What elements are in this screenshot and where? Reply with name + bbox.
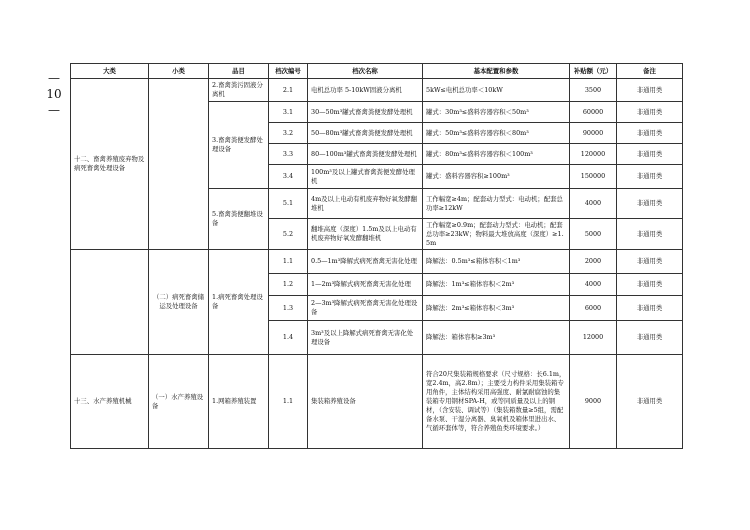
params-cell: 工作幅宽≥4m；配套动力型式：电动机；配套总功率≥12kW [423, 189, 570, 219]
table-row [71, 79, 683, 102]
subsidy-cell: 120000 [570, 144, 617, 165]
grade-name-cell: 2—3m³降解式病死畜禽无害化处理设备 [308, 296, 423, 321]
grade-code-cell: 1.2 [269, 274, 308, 296]
grade-name-cell: 50—80m³罐式畜禽粪便发酵处理机 [308, 123, 423, 144]
header-subsidy: 补贴额（元） [570, 64, 617, 79]
page-number-dash-top: — [48, 71, 60, 85]
subsidy-cell: 4000 [570, 189, 617, 219]
subsidy-cell: 2000 [570, 250, 617, 274]
item-cell: 2.畜禽粪污固液分离机 [209, 79, 269, 102]
grade-code-cell: 3.2 [269, 123, 308, 144]
note-cell: 非通用类 [617, 274, 683, 296]
grade-code-cell: 1.3 [269, 296, 308, 321]
header-grade-code: 档次编号 [269, 64, 308, 79]
subsidy-table [70, 63, 683, 449]
subcategory-cell: （一）水产养殖设备 [149, 355, 209, 449]
category-cell-empty [71, 250, 149, 355]
page-number-value: 10 [46, 87, 62, 101]
params-cell: 降解法：2m³≤箱体容积＜3m³ [423, 296, 570, 321]
category-cell: 十二、畜禽养殖废弃物及病死畜禽处理设备 [71, 79, 149, 250]
params-cell: 降解法：1m³≤箱体容积＜2m³ [423, 274, 570, 296]
category-cell: 十三、水产养殖机械 [71, 355, 149, 449]
params-cell: 降解法：0.5m³≤箱体容积＜1m³ [423, 250, 570, 274]
subsidy-cell: 5000 [570, 219, 617, 250]
params-cell: 罐式：50m³≤盛料容器容积＜80m³ [423, 123, 570, 144]
subsidy-cell: 12000 [570, 321, 617, 355]
table-row [71, 355, 683, 449]
note-cell: 非通用类 [617, 102, 683, 123]
item-cell: 1.病死畜禽处理设备 [209, 250, 269, 355]
params-cell: 符合20尺集装箱规格要求（尺寸规格：长6.1m，宽2.4m，高2.8m）；主要受力构件采用集装箱专用角件，主体结构采用高强度、耐氯耐腐蚀的集装箱专用钢材SPA-H，或等同质量及以上的钢材，（含安装、调试等）（集装箱数量≥5组，需配备水泵、干湿分离器、臭氧机及箱体里进出水、气循环套体等，符合养殖鱼类环境要求。） [423, 355, 570, 449]
table-header-row [71, 64, 683, 79]
params-cell: 罐式：80m³≤盛料容器容积＜100m³ [423, 144, 570, 165]
subsidy-cell: 150000 [570, 165, 617, 189]
grade-name-cell: 翻堆高度（深度）1.5m及以上电动有机废弃物好氧发酵翻堆机 [308, 219, 423, 250]
note-cell: 非通用类 [617, 79, 683, 102]
subsidy-cell: 6000 [570, 296, 617, 321]
grade-name-cell: 集装箱养殖设备 [308, 355, 423, 449]
note-cell: 非通用类 [617, 189, 683, 219]
header-category: 大类 [71, 64, 149, 79]
grade-code-cell: 2.1 [269, 79, 308, 102]
note-cell: 非通用类 [617, 321, 683, 355]
params-cell: 5kW≤电机总功率＜10kW [423, 79, 570, 102]
note-cell: 非通用类 [617, 165, 683, 189]
grade-name-cell: 100m³及以上罐式畜禽粪便发酵处理机 [308, 165, 423, 189]
subcategory-cell-empty [149, 79, 209, 250]
grade-code-cell: 3.1 [269, 102, 308, 123]
params-cell: 罐式：30m³≤盛料容器容积＜50m³ [423, 102, 570, 123]
note-cell: 非通用类 [617, 250, 683, 274]
subsidy-cell: 3500 [570, 79, 617, 102]
header-note: 备注 [617, 64, 683, 79]
subsidy-cell: 4000 [570, 274, 617, 296]
params-cell: 工作幅宽≥0.9m；配套动力型式：电动机；配套总功率≥23kW；物料最大堆放高度（深度）≥1.5m [423, 219, 570, 250]
grade-name-cell: 80—100m³罐式畜禽粪便发酵处理机 [308, 144, 423, 165]
page-number-dash-bottom: — [48, 103, 60, 117]
header-subcategory: 小类 [149, 64, 209, 79]
subsidy-cell: 90000 [570, 123, 617, 144]
item-cell: 3.畜禽粪便发酵处理设备 [209, 102, 269, 189]
subcategory-cell: （二）病死畜禽储运及处理设备 [149, 250, 209, 355]
item-cell: 1.网箱养殖装置 [209, 355, 269, 449]
header-params: 基本配置和参数 [423, 64, 570, 79]
params-cell: 罐式：盛料容器容积≥100m³ [423, 165, 570, 189]
grade-code-cell: 3.4 [269, 165, 308, 189]
grade-name-cell: 电机总功率 5-10kW固液分离机 [308, 79, 423, 102]
grade-name-cell: 3m³及以上降解式病死畜禽无害化处理设备 [308, 321, 423, 355]
grade-name-cell: 1—2m³降解式病死畜禽无害化处理 [308, 274, 423, 296]
grade-code-cell: 3.3 [269, 144, 308, 165]
table-row [71, 250, 683, 274]
grade-code-cell: 1.1 [269, 355, 308, 449]
note-cell: 非通用类 [617, 123, 683, 144]
grade-code-cell: 1.4 [269, 321, 308, 355]
header-item: 品目 [209, 64, 269, 79]
header-grade-name: 档次名称 [308, 64, 423, 79]
item-cell: 5.畜禽粪便翻堆设备 [209, 189, 269, 250]
subsidy-cell: 60000 [570, 102, 617, 123]
note-cell: 非通用类 [617, 355, 683, 449]
note-cell: 非通用类 [617, 144, 683, 165]
grade-code-cell: 5.2 [269, 219, 308, 250]
page-number [44, 72, 64, 116]
grade-name-cell: 0.5—1m³降解式病死畜禽无害化处理 [308, 250, 423, 274]
params-cell: 降解法：箱体容积≥3m³ [423, 321, 570, 355]
grade-code-cell: 5.1 [269, 189, 308, 219]
grade-name-cell: 4m及以上电动有机废弃物好氧发酵翻堆机 [308, 189, 423, 219]
subsidy-cell: 9000 [570, 355, 617, 449]
grade-code-cell: 1.1 [269, 250, 308, 274]
note-cell: 非通用类 [617, 219, 683, 250]
grade-name-cell: 30—50m³罐式畜禽粪便发酵处理机 [308, 102, 423, 123]
note-cell: 非通用类 [617, 296, 683, 321]
